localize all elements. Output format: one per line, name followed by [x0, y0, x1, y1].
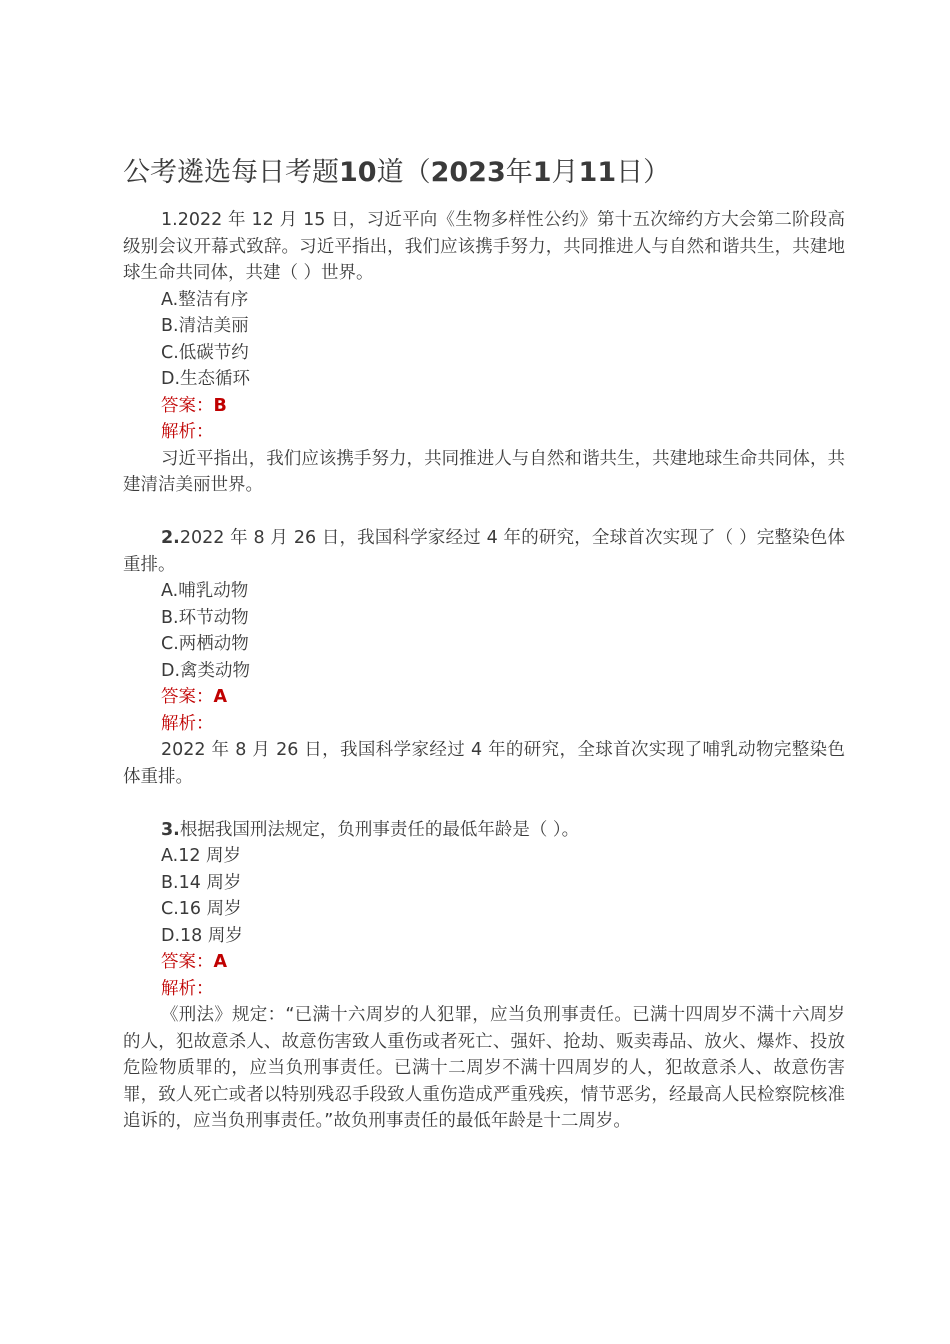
- analysis-label: 解析：: [161, 422, 214, 442]
- option-d: D.禽类动物: [161, 660, 251, 681]
- option-c: C.低碳节约: [161, 342, 249, 363]
- title-prefix: 公考遴选每日考题: [123, 157, 339, 188]
- option-a: A.哺乳动物: [161, 581, 249, 601]
- analysis-text: 2022 年 8 月 26 日，我国科学家经过 4 年的研究，全球首次实现了哺乳动物完整染色体重排。: [123, 740, 845, 787]
- question-number: 3.: [161, 819, 180, 840]
- answer-label: 答案：: [161, 395, 214, 416]
- title-mid: 道（: [376, 157, 431, 188]
- option-c: C.两栖动物: [161, 634, 249, 654]
- option-d: D.生态循环: [161, 369, 251, 389]
- option-a: A.12 周岁: [161, 846, 242, 866]
- question-number: 1.: [161, 210, 178, 230]
- title-count: 10: [339, 157, 377, 188]
- question-list: [123, 207, 845, 1135]
- spacer: [123, 499, 845, 526]
- question-block: [123, 817, 845, 1135]
- option-b: B.14 周岁: [161, 872, 242, 893]
- answer-line: [123, 393, 845, 420]
- question-block: [123, 525, 845, 790]
- question-stem: [123, 817, 845, 844]
- answer-value: B: [213, 395, 227, 416]
- analysis-label: 解析：: [161, 978, 214, 999]
- title-suffix: 日）: [616, 157, 671, 188]
- spacer: [123, 790, 845, 817]
- question-number: 2.: [161, 528, 180, 548]
- answer-value: A: [213, 952, 228, 972]
- question-stem: [123, 525, 845, 578]
- option-d: D.18 周岁: [161, 925, 243, 946]
- question-text: 2022 年 12 月 15 日，习近平向《生物多样性公约》第十五次缔约方大会第二阶段高级别会议开幕式致辞。习近平指出，我们应该携手努力，共同推进人与自然和谐共生，共建地球生命共同体，共建（ ）世界。: [123, 210, 845, 283]
- option-c: C.16 周岁: [161, 899, 242, 919]
- title-day: 11: [578, 157, 617, 188]
- title-month: 1: [532, 157, 552, 188]
- question-text: 2022 年 8 月 26 日，我国科学家经过 4 年的研究，全球首次实现了（ ）完整染色体重排。: [123, 528, 845, 575]
- answer-label: 答案：: [161, 687, 214, 707]
- option-b: B.清洁美丽: [161, 316, 249, 336]
- answer-line: [123, 949, 845, 976]
- title-month-unit: 月: [551, 157, 579, 188]
- answer-label: 答案：: [161, 952, 214, 972]
- page-title: [123, 150, 843, 196]
- option-a: A.整洁有序: [161, 289, 249, 310]
- question-text: 根据我国刑法规定，负刑事责任的最低年龄是（ ）。: [179, 819, 580, 840]
- analysis-text: 《刑法》规定：“已满十六周岁的人犯罪，应当负刑事责任。已满十四周岁不满十六周岁的人，犯故意杀人、故意伤害致人重伤或者死亡、强奸、抢劫、贩卖毒品、放火、爆炸、投放危险物质罪的，应当负刑事责任。已满十二周岁不满十四周岁的人，犯故意杀人、故意伤害罪，致人死亡或者以特别残忍手段致人重伤造成严重残疾，情节恶劣，经最高人民检察院核准追诉的，应当负刑事责任。”故负刑事责任的最低年龄是十二周岁。: [123, 1005, 845, 1131]
- question-block: [123, 207, 845, 499]
- analysis-text: 习近平指出，我们应该携手努力，共同推进人与自然和谐共生，共建地球生命共同体，共建清洁美丽世界。: [123, 448, 845, 495]
- title-year: 2023: [430, 157, 506, 188]
- question-stem: [123, 207, 845, 287]
- title-year-unit: 年: [505, 157, 533, 188]
- answer-line: [123, 684, 845, 711]
- analysis-label: 解析：: [161, 713, 214, 734]
- answer-value: A: [213, 687, 228, 707]
- option-b: B.环节动物: [161, 607, 249, 628]
